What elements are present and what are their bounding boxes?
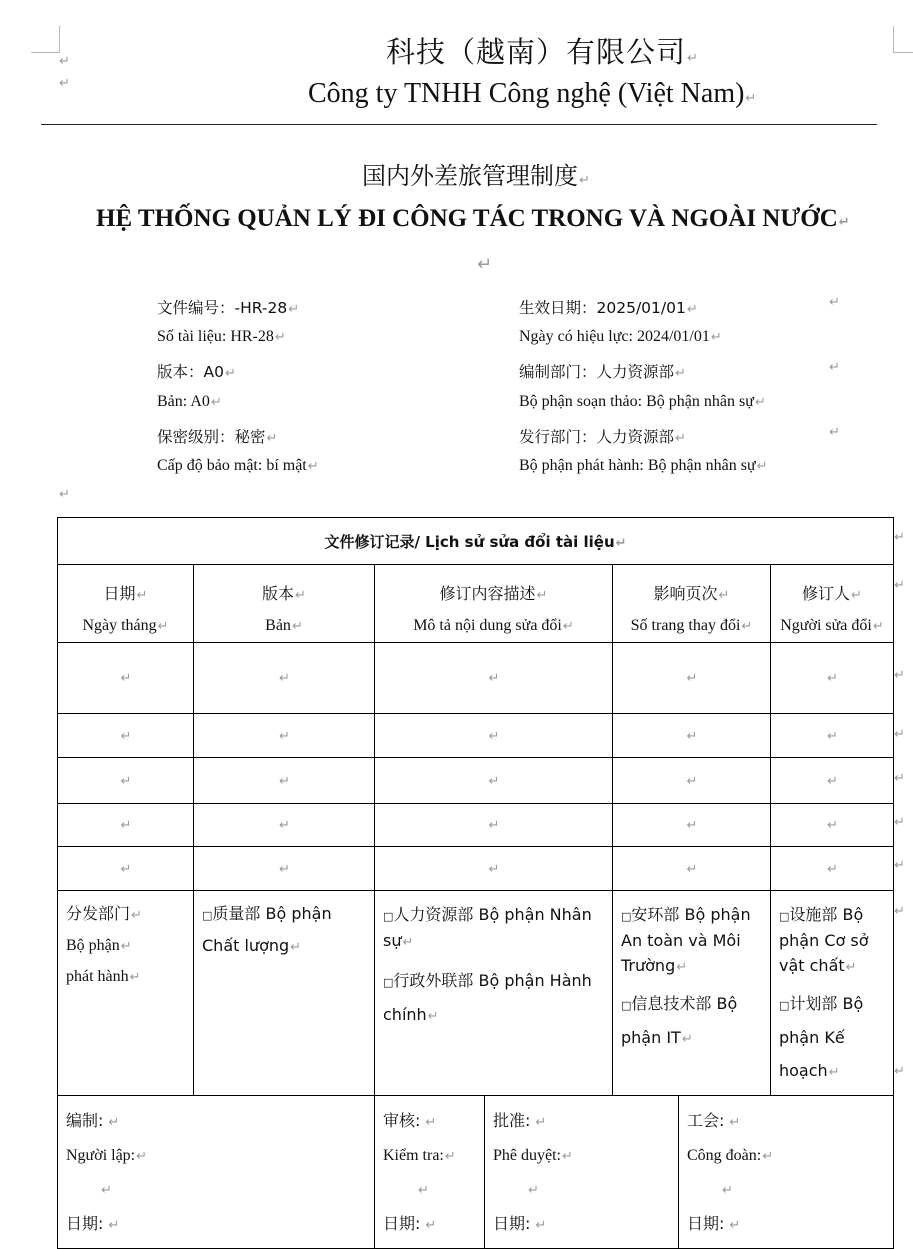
table-row: ↵ ↵ ↵ ↵ ↵ <box>58 643 894 714</box>
sign-checked: 审核: ↵ Kiểm tra:↵ ↵ 日期: ↵ <box>375 1096 485 1249</box>
row-end-mark: ↵ <box>894 1064 905 1079</box>
version-cn: 版本：A0↵ <box>157 363 236 381</box>
sign-union: 工会: ↵ Công đoàn:↵ ↵ 日期: ↵ <box>679 1096 894 1249</box>
distribution-row <box>58 891 894 1096</box>
effective-date-cn: 生效日期：2025/01/01↵ <box>519 299 698 317</box>
crop-mark-top-left <box>31 26 60 53</box>
drafting-dept-vn: Bộ phận soạn thảo: Bộ phận nhân sự↵ <box>519 393 766 410</box>
crop-mark-top-right <box>893 26 913 53</box>
secrecy-cn: 保密级别：秘密↵ <box>157 428 278 446</box>
paragraph-mark: ↵ <box>829 295 840 310</box>
row-end-mark: ↵ <box>894 727 905 742</box>
row-end-mark: ↵ <box>894 771 905 786</box>
row-end-mark: ↵ <box>894 530 905 545</box>
revision-table-title: 文件修订记录/ Lịch sử sửa đổi tài liệu↵ <box>58 518 894 565</box>
row-end-mark: ↵ <box>894 668 905 683</box>
version-vn: Bản: A0↵ <box>157 393 222 410</box>
row-end-mark: ↵ <box>894 904 905 919</box>
col-header-reviser: 修订人↵ Người sửa đổi↵ <box>771 565 894 643</box>
col-header-version: 版本↵ Bản↵ <box>194 565 375 643</box>
checkbox-icon[interactable]: □ <box>621 910 632 923</box>
doc-number-vn: Số tài liệu: HR-28↵ <box>157 328 286 345</box>
company-name-cn: 科技（越南）有限公司↵ <box>386 35 699 69</box>
signature-row <box>58 1096 894 1249</box>
checkbox-icon[interactable]: □ <box>383 910 394 923</box>
header-divider <box>41 124 877 125</box>
col-header-description: 修订内容描述↵ Mô tả nội dung sửa đổi↵ <box>375 565 613 643</box>
drafting-dept-cn: 编制部门：人力资源部↵ <box>519 363 686 381</box>
table-row: ↵ ↵ ↵ ↵ ↵ <box>58 714 894 758</box>
dist-safety-it: □安环部 Bộ phận An toàn và Môi Trường↵ □信息技术部 Bộ phận IT↵ <box>613 891 771 1096</box>
table-row: ↵ ↵ ↵ ↵ ↵ <box>58 804 894 847</box>
paragraph-mark: ↵ <box>59 487 70 502</box>
row-end-mark: ↵ <box>894 858 905 873</box>
secrecy-vn: Cấp độ bảo mật: bí mật↵ <box>157 457 319 474</box>
issuing-dept-vn: Bộ phận phát hành: Bộ phận nhân sự↵ <box>519 457 768 474</box>
sign-approved: 批准: ↵ Phê duyệt:↵ ↵ 日期: ↵ <box>485 1096 679 1249</box>
sign-prepared: 编制: ↵ Người lập:↵ ↵ 日期: ↵ <box>58 1096 375 1249</box>
row-end-mark: ↵ <box>894 815 905 830</box>
dist-facility-planning: □设施部 Bộ phận Cơ sở vật chất↵ □计划部 Bộ phận Kế hoạch↵ <box>771 891 894 1096</box>
col-header-pages: 影响页次↵ Số trang thay đổi↵ <box>613 565 771 643</box>
col-header-date: 日期↵ Ngày tháng↵ <box>58 565 194 643</box>
issuing-dept-cn: 发行部门：人力资源部↵ <box>519 428 686 446</box>
paragraph-mark: ↵ <box>59 76 70 91</box>
document-title-vn: HỆ THỐNG QUẢN LÝ ĐI CÔNG TÁC TRONG VÀ NGOÀI NƯỚC↵ <box>96 205 850 232</box>
paragraph-mark: ↵ <box>59 54 70 69</box>
effective-date-vn: Ngày có hiệu lực: 2024/01/01↵ <box>519 328 722 345</box>
table-row: ↵ ↵ ↵ ↵ ↵ <box>58 847 894 891</box>
checkbox-icon[interactable]: □ <box>383 976 394 989</box>
checkbox-icon[interactable]: □ <box>621 999 632 1012</box>
checkbox-icon[interactable]: □ <box>779 910 790 923</box>
dist-quality: □质量部 Bộ phận Chất lượng↵ <box>194 891 375 1096</box>
checkbox-icon[interactable]: □ <box>779 999 790 1012</box>
table-row: ↵ ↵ ↵ ↵ ↵ <box>58 758 894 804</box>
paragraph-mark: ↵ <box>829 425 840 440</box>
paragraph-mark: ↵ <box>477 254 493 275</box>
checkbox-icon[interactable]: □ <box>202 909 213 922</box>
company-name-vn: Công ty TNHH Công nghệ (Việt Nam)↵ <box>308 78 757 109</box>
row-end-mark: ↵ <box>894 578 905 593</box>
doc-number-cn: 文件编号：-HR-28↵ <box>157 299 300 317</box>
document-title-cn: 国内外差旅管理制度↵ <box>362 162 590 190</box>
revision-history-table <box>57 517 894 1249</box>
distribution-label: 分发部门↵ Bộ phận↵ phát hành↵ <box>58 891 194 1096</box>
dist-hr-admin: □人力资源部 Bộ phận Nhân sự↵ □行政外联部 Bộ phận Hành chính↵ <box>375 891 613 1096</box>
revision-table-header <box>58 565 894 643</box>
paragraph-mark: ↵ <box>829 360 840 375</box>
